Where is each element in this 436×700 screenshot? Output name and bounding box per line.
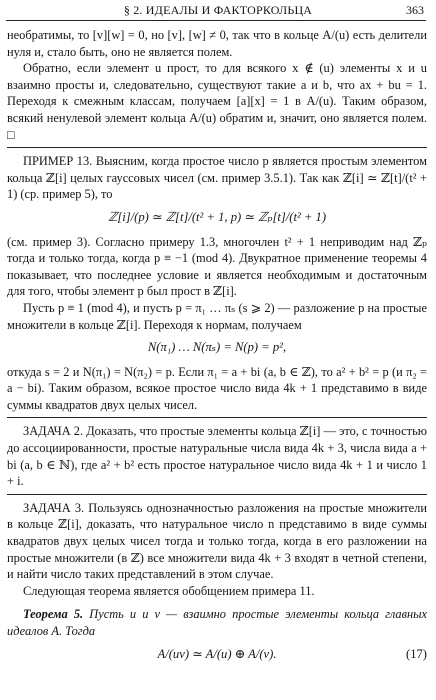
theorem-lead-in: Следующая теорема является обобщением примера 11. <box>23 583 315 598</box>
example-13-intro: ПРИМЕР 13. Выясним, когда простое число p является простым элементом кольца ℤ[i] целых гауссовых чисел (см. пример 3.5.1). Так как ℤ[i] ≃ ℤ[t]/(t² + 1) (ср. пример 5), то <box>7 154 427 202</box>
section-divider <box>7 147 427 148</box>
equation-17 <box>7 646 427 663</box>
example-13-argument: (см. пример 3). Согласно примеру 1.3, многочлен t² + 1 неприводим над ℤₚ тогда и только тогда, когда p ≡ −1 (mod 4). Двукратное применение теоремы 4 показывает, что последнее условие и является необходимым и достаточным для того, чтобы элемент p был прост в ℤ[i]. <box>7 234 427 299</box>
paragraph-proof-converse: Обратно, если элемент u прост, то для всякого x ∉ (u) элементы x и u взаимно просты и, следовательно, существуют такие a и b, что ax + bu = 1. Переходя к смежным классам, получаем [a][x] = 1 в A/(u). Таким образом, всякий ненулевой элемент кольца A/(u) обратим и, значит, оно является полем. □ <box>7 61 427 142</box>
example-13-conclusion: откуда s = 2 и N(π₁) = N(π₂) = p. Если π₁ = a + bi (a, b ∈ ℤ), то a² + b² = p (и π₂ = a − bi). Таким образом, всякое простое число вида 4k + 1 представимо в виде суммы квадратов двух целых чисел. <box>7 364 427 412</box>
equation-norms: N(π₁) … N(πₛ) = N(p) = p², <box>147 340 287 355</box>
header-rule <box>6 20 426 21</box>
page-number: 363 <box>406 3 424 17</box>
theorem-statement: Пусть u и v — взаимно простые элементы кольца главных идеалов A. Тогда <box>7 607 427 638</box>
section-divider <box>7 417 427 418</box>
spacer <box>7 599 427 606</box>
section-title: § 2. ИДЕАЛЫ И ФАКТОРКОЛЬЦА <box>123 3 313 17</box>
exercise-2: ЗАДАЧА 2. Доказать, что простые элементы кольца ℤ[i] — это, с точностью до ассоциированности, простые натуральные числа вида 4k + 3, числа вида a + bi (a, b ∈ ℕ), где a² + b² есть простое натуральное число вида 4k + 1 и число 1 + i. <box>7 424 427 489</box>
section-divider <box>7 494 427 495</box>
page-body <box>7 27 427 670</box>
example-13-factorization: Пусть p ≡ 1 (mod 4), и пусть p = π₁ … πₛ (s ⩾ 2) — разложение p на простые множители в кольце ℤ[i]. Переходя к нормам, получаем <box>7 300 427 332</box>
paragraph-continuation: необратимы, то [v][w] = 0, но [v], [w] ≠ 0, так что в кольце A/(u) есть делители нуля и, стало быть, оно не является полем. <box>7 28 427 59</box>
theorem-5 <box>7 606 427 639</box>
equation-gaussian-quotient: ℤ[i]/(p) ≃ ℤ[t]/(t² + 1, p) ≃ ℤₚ[t]/(t² + 1) <box>107 209 327 224</box>
exercise-3: ЗАДАЧА 3. Пользуясь однозначностью разложения на простые множители в кольце ℤ[i], доказать, что натуральное число n представимо в виде суммы квадратов двух целых чисел тогда и только тогда, когда в его разложении на простые множители (в ℤ) все множители вида 4k + 3 входят в четной степени, и найти число таких представлений в этом случае. <box>7 500 427 582</box>
equation-17-body: A/(uv) ≃ A/(u) ⊕ A/(v). <box>157 646 277 661</box>
running-header <box>0 0 436 22</box>
theorem-label: Теорема 5. <box>23 607 84 622</box>
equation-17-number: (17) <box>406 646 427 661</box>
